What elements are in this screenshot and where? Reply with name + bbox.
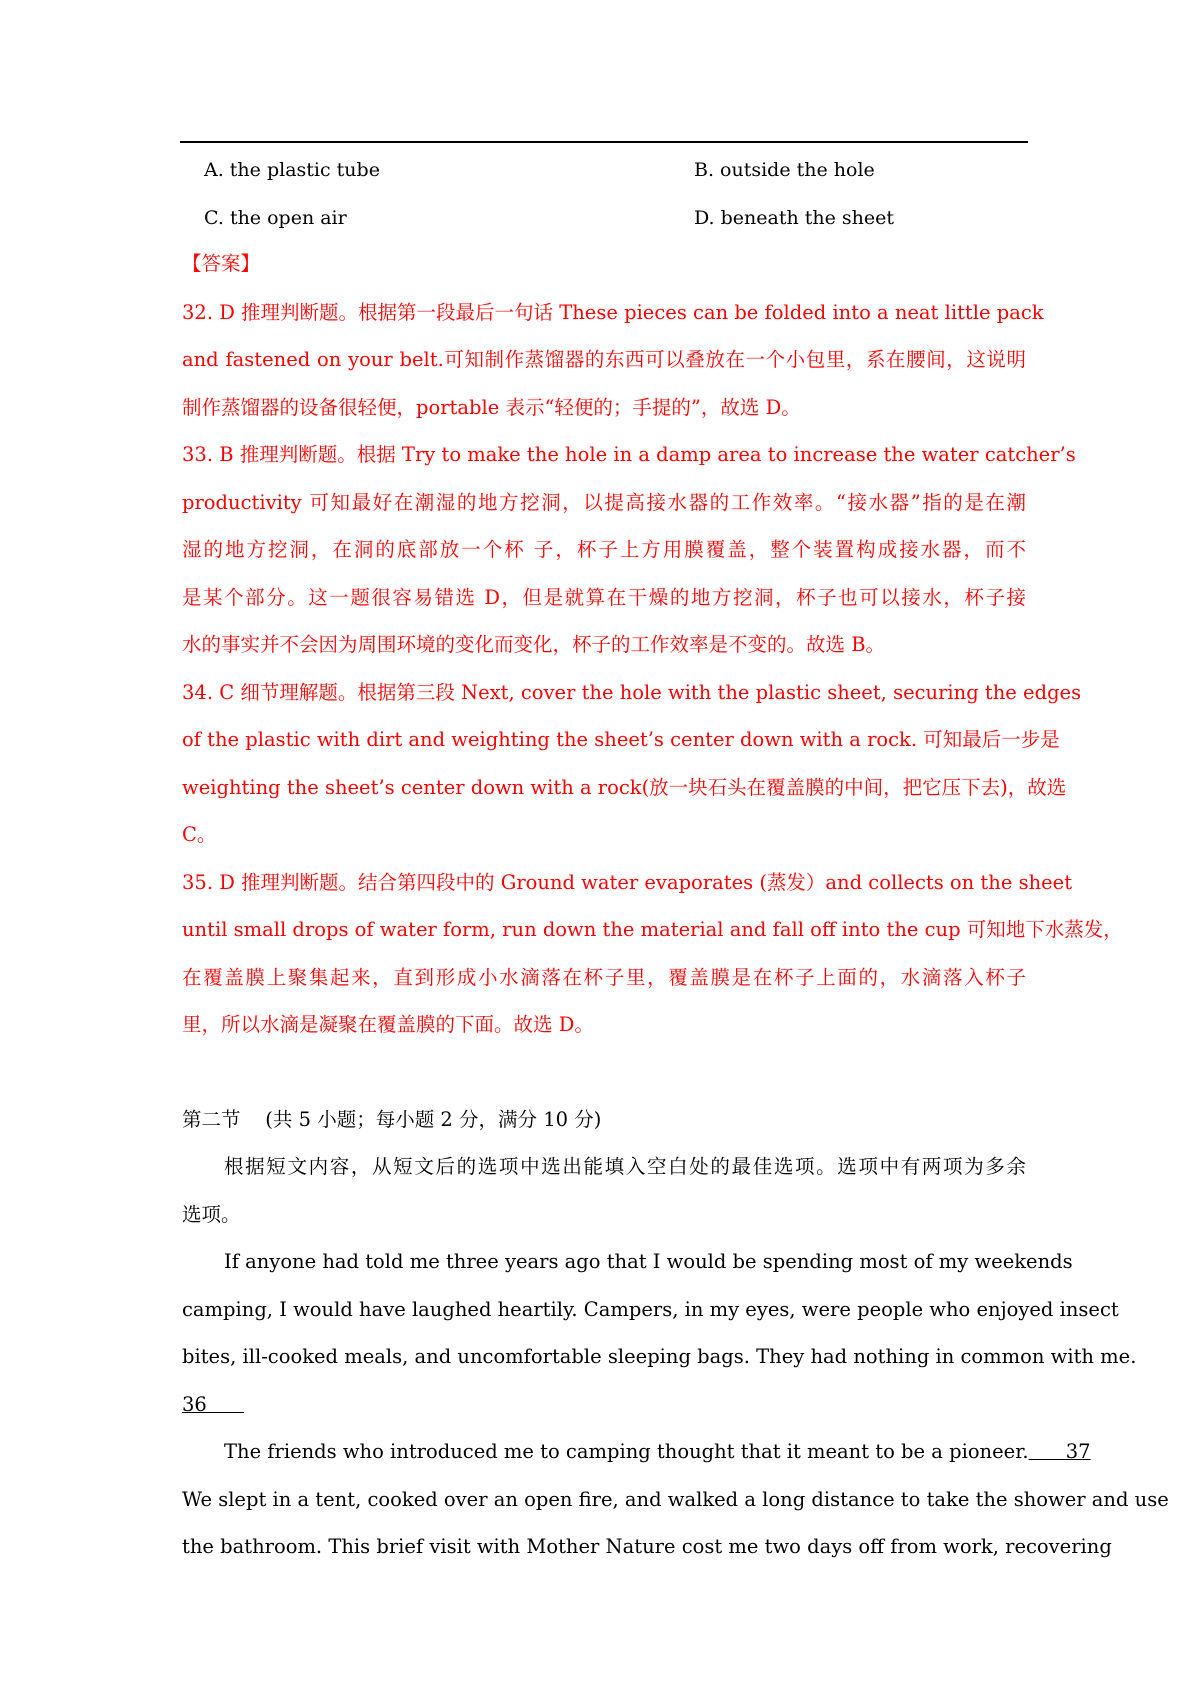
answer-line: of the plastic with dirt and weighting the sheet’s center down with a rock. 可知最后一步是 bbox=[182, 728, 1060, 751]
option-d: D. beneath the sheet bbox=[694, 207, 895, 229]
passage-line: the bathroom. This brief visit with Mother Nature cost me two days off from work, recovering bbox=[182, 1535, 1112, 1558]
answer-line: 35. D 推理判断题。结合第四段中的 Ground water evaporates (蒸发）and collects on the sheet bbox=[182, 871, 1073, 894]
answer-line: 水的事实并不会因为周围环境的变化而变化，杯子的工作效率是不变的。故选 B。 bbox=[182, 633, 886, 656]
answer-line: C。 bbox=[182, 823, 217, 846]
blank-37: 37 bbox=[1028, 1440, 1091, 1463]
answer-line: and fastened on your belt.可知制作蒸馏器的东西可以叠放在一个小包里，系在腰间，这说明 bbox=[182, 348, 1026, 371]
option-b: B. outside the hole bbox=[694, 159, 875, 181]
answer-line: until small drops of water form, run down the material and fall off into the cup 可知地下水蒸发， bbox=[182, 918, 1123, 941]
section-instruction: 根据短文内容，从短文后的选项中选出能填入空白处的最佳选项。选项中有两项为多余 bbox=[224, 1155, 1026, 1178]
blank-36-line bbox=[182, 1392, 1026, 1418]
passage-line: camping, I would have laughed heartily. Campers, in my eyes, were people who enjoyed insect bbox=[182, 1298, 1119, 1321]
answer-line: 33. B 推理判断题。根据 Try to make the hole in a damp area to increase the water catcher’s bbox=[182, 443, 1076, 466]
answer-line: 是某个部分。这一题很容易错选 D，但是就算在干燥的地方挖洞，杯子也可以接水，杯子接 bbox=[182, 586, 1026, 609]
answer-heading: 【答案】 bbox=[182, 252, 261, 275]
answer-line: productivity 可知最好在潮湿的地方挖洞，以提高接水器的工作效率。“接水器”指的是在潮 bbox=[182, 491, 1026, 514]
passage-line: We slept in a tent, cooked over an open fire, and walked a long distance to take the shower and use bbox=[182, 1488, 1169, 1511]
section-instruction: 选项。 bbox=[182, 1203, 241, 1226]
blank-36: 36 bbox=[182, 1393, 245, 1416]
passage-text: The friends who introduced me to camping thought that it meant to be a pioneer. bbox=[224, 1440, 1029, 1463]
passage-line: bites, ill-cooked meals, and uncomfortable sleeping bags. They had nothing in common with me. bbox=[182, 1345, 1137, 1368]
option-c: C. the open air bbox=[204, 207, 347, 229]
section-title: 第二节 (共 5 小题；每小题 2 分，满分 10 分) bbox=[182, 1108, 602, 1131]
answer-line: weighting the sheet’s center down with a rock(放一块石头在覆盖膜的中间，把它压下去)，故选 bbox=[182, 776, 1067, 799]
passage-line: If anyone had told me three years ago that I would be spending most of my weekends bbox=[224, 1250, 1073, 1273]
answer-line: 制作蒸馏器的设备很轻便，portable 表示“轻便的；手提的”，故选 D。 bbox=[182, 396, 801, 419]
header-rule bbox=[180, 141, 1028, 143]
passage-line bbox=[224, 1439, 1091, 1465]
answer-line: 湿的地方挖洞，在洞的底部放一个杯 子，杯子上方用膜覆盖，整个装置构成接水器，而不 bbox=[182, 538, 1026, 561]
answer-line: 32. D 推理判断题。根据第一段最后一句话 These pieces can be folded into a neat little pack bbox=[182, 301, 1044, 324]
option-a: A. the plastic tube bbox=[204, 159, 380, 181]
answer-line: 在覆盖膜上聚集起来，直到形成小水滴落在杯子里，覆盖膜是在杯子上面的，水滴落入杯子 bbox=[182, 966, 1026, 989]
answer-line: 34. C 细节理解题。根据第三段 Next, cover the hole with the plastic sheet, securing the edges bbox=[182, 681, 1082, 704]
answer-line: 里，所以水滴是凝聚在覆盖膜的下面。故选 D。 bbox=[182, 1013, 594, 1036]
